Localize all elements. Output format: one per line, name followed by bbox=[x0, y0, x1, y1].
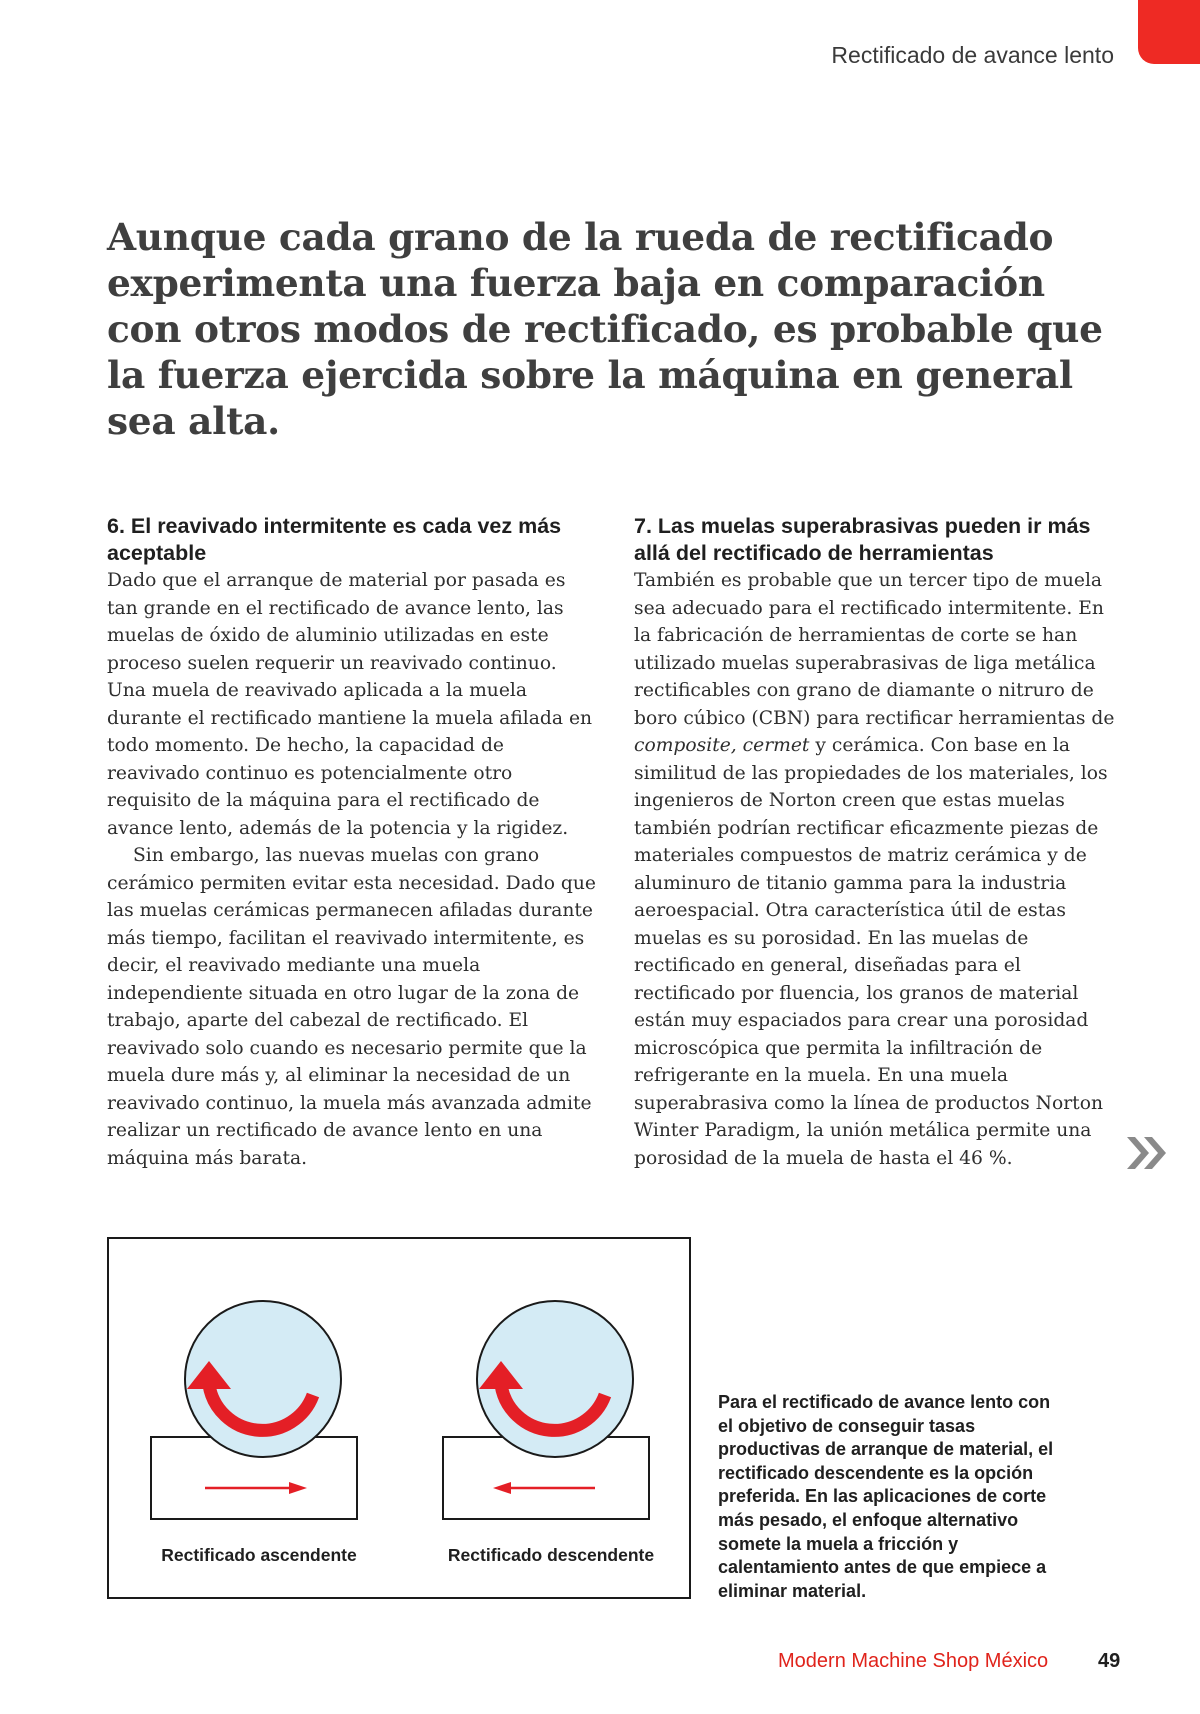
page-number: 49 bbox=[1098, 1650, 1121, 1672]
figure-caption: Para el rectificado de avance lento con el objetivo de conseguir tasas productivas de arranque de material, el rectificado descendente es la opción preferida. En las aplicaciones de corte más pesado, el enfoque alternativo somete la muela a fricción y calentamiento antes de que empiece a eliminar material. bbox=[718, 1392, 1054, 1601]
section-7-paragraph bbox=[634, 567, 1124, 1172]
section-6-paragraph-2: Sin embargo, las nuevas muelas con grano cerámico permiten evitar esta necesidad. Dado que las muelas cerámicas permanecen afiladas durante más tiempo, facilitan el reavivado intermitente, es decir, el reavivado mediante una muela independiente situada en otro lugar de la zona de trabajo, aparte del cabezal de rectificado. El reavivado solo cuando es necesario permite que la muela dure más y, al eliminar la necesidad de un reavivado continuo, la muela más avanzada admite realizar un rectificado de avance lento en una máquina más barata. bbox=[107, 845, 596, 1169]
section-6-heading: 6. El reavivado intermitente es cada vez más aceptable bbox=[107, 514, 562, 565]
section-7-text-before: También es probable que un tercer tipo de muela sea adecuado para el rectificado intermitente. En la fabricación de herramientas de corte se han utilizado muelas superabrasivas de liga metálica rectificables con grano de diamante o nitruro de boro cúbico (CBN) para rectificar herramientas de bbox=[634, 570, 1115, 729]
label-up-grinding: Rectificado ascendente bbox=[161, 1545, 357, 1565]
section-7-text-after: y cerámica. Con base en la similitud de las propiedades de los materiales, los ingenieros de Norton creen que estas muelas también podrían rectificar eficazmente piezas de materiales compuestos de matriz cerámica y de aluminuro de titanio gamma para la industria aeroespacial. Otra característica útil de estas muelas es su porosidad. En las muelas de rectificado en general, diseñadas para el rectificado por fluencia, los granos de material están muy espaciados para crear una porosidad microscópica que permita la infiltración de refrigerante en la muela. En una muela superabrasiva como la línea de productos Norton Winter Paradigm, la unión metálica permite una porosidad de la muela de hasta el 46 %. bbox=[634, 735, 1108, 1169]
pull-quote: Aunque cada grano de la rueda de rectificado experimenta una fuerza baja en comparación con otros modos de rectificado, es probable que la fuerza ejercida sobre la máquina en general sea alta. bbox=[107, 215, 1103, 443]
section-7 bbox=[634, 513, 1124, 1172]
grinding-diagram-svg bbox=[109, 1239, 689, 1597]
grinding-diagram bbox=[107, 1237, 691, 1599]
section-6-paragraph-1: Dado que el arranque de material por pasada es tan grande en el rectificado de avance lento, las muelas de óxido de aluminio utilizadas en este proceso suelen requerir un reavivado continuo. Una muela de reavivado aplicada a la muela durante el rectificado mantiene la muela afilada en todo momento. De hecho, la capacidad de reavivado continuo es potencialmente otro requisito de la máquina para el rectificado de avance lento, además de la potencia y la rigidez. bbox=[107, 570, 593, 839]
section-7-italic-terms: composite, cermet bbox=[634, 735, 810, 756]
footer-publication: Modern Machine Shop México bbox=[778, 1650, 1049, 1672]
double-chevron-right-icon bbox=[1124, 1133, 1170, 1173]
section-tab bbox=[1138, 0, 1200, 64]
label-down-grinding: Rectificado descendente bbox=[447, 1545, 655, 1565]
section-6 bbox=[107, 513, 597, 1172]
section-7-heading: 7. Las muelas superabrasivas pueden ir más allá del rectificado de herramientas bbox=[634, 514, 1091, 565]
running-head: Rectificado de avance lento bbox=[831, 42, 1114, 68]
